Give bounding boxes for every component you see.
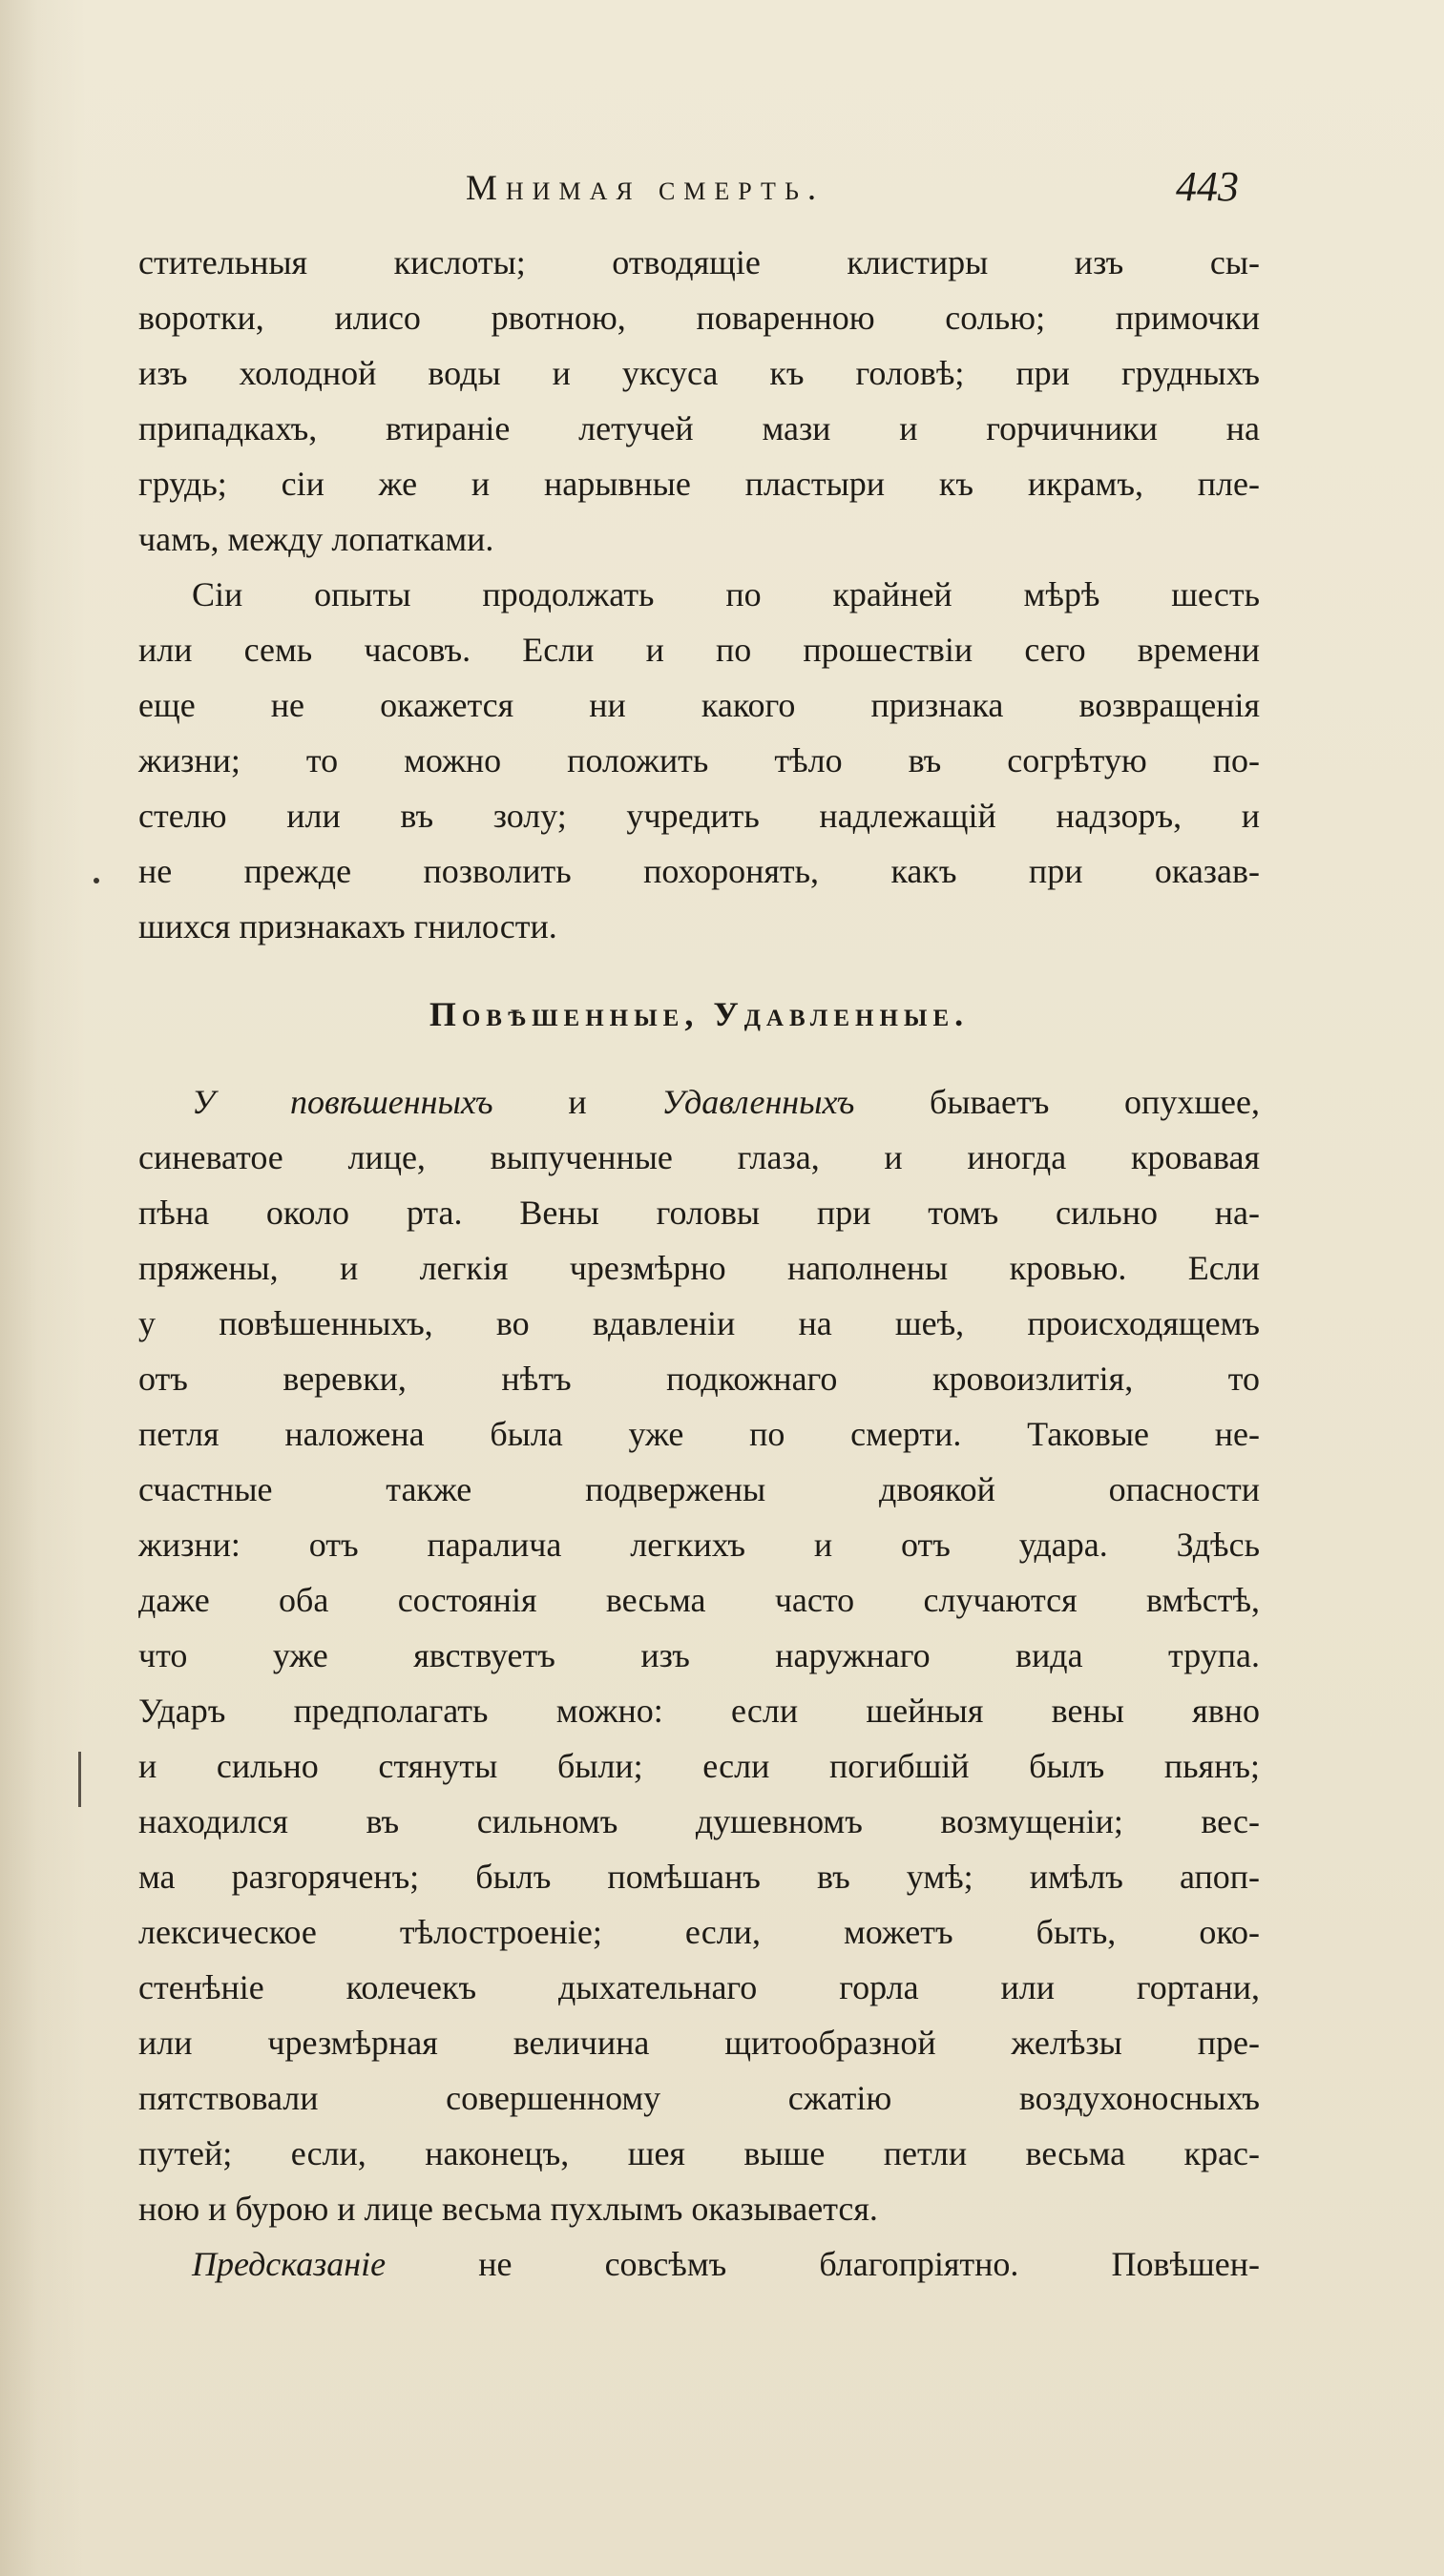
text-line: что уже явствуетъ изъ наружнаго вида трупа. [138,1636,1260,1674]
text-line: пѣна около рта. Вены головы при томъ сильно на- [138,1194,1260,1232]
paragraph-experiments [138,567,1260,954]
text-line: пряжены, и легкія чрезмѣрно наполнены кровью. Если [138,1249,1260,1287]
running-title: Мнимая смерть. [466,169,826,208]
text-line: грудь; сіи же и нарывные пластыри къ икрамъ, пле- [138,465,1260,503]
text-line: пятствовали совершенному сжатію воздухоносныхъ [138,2079,1260,2117]
paragraph-prognosis [138,2236,1260,2292]
text-line: жизни; то можно положить тѣло въ согрѣтую по- [138,741,1260,779]
text-line: Сіи опыты продолжать по крайней мѣрѣ шесть [192,575,1260,613]
line-rest: бываетъ опухшее, [930,1083,1260,1121]
text-line: синеватое лице, выпученные глаза, и иногда кровавая [138,1138,1260,1176]
text-line: путей; если, наконецъ, шея выше петли весьма крас- [138,2134,1260,2172]
text-line: у повѣшенныхъ, во вдавленіи на шеѣ, происходящемъ [138,1304,1260,1342]
conjunction: и [568,1083,587,1121]
text-line: ма разгоряченъ; былъ помѣшанъ въ умѣ; имѣлъ апоп- [138,1858,1260,1896]
text-line: стительныя кислоты; отводящіе клистиры изъ сы- [138,243,1260,281]
word-u: У [192,1083,216,1121]
line-rest: не совсѣмъ благопріятно. Повѣшен- [478,2245,1261,2283]
paragraph-continuation [138,235,1260,567]
section-heading: Повѣшенные, Удавленные. [429,995,970,1033]
term-strangled: Удавленныхъ [661,1083,855,1121]
text-line: или чрезмѣрная величина щитообразной желѣзы пре- [138,2024,1260,2062]
text-line: ною и бурою и лице весьма пухлымъ оказывается. [138,2190,878,2228]
body-text [138,235,1260,2292]
running-head [0,162,1444,219]
text-line: отъ веревки, нѣтъ подкожнаго кровоизлитія, то [138,1360,1260,1398]
text-line: не прежде позволить похоронять, какъ при оказав- [138,852,1260,890]
text-line: стелю или въ золу; учредить надлежащій надзоръ, и [138,797,1260,835]
text-line: и сильно стянуты были; если погибшій былъ пьянъ; [138,1747,1260,1785]
text-line: стенѣніе колечекъ дыхательнаго горла или гортани, [138,1968,1260,2006]
paragraph-hanged [138,1074,1260,2236]
margin-dot-mark [94,878,99,883]
text-line: шихся признакахъ гнилости. [138,907,557,945]
text-line: воротки, илисо рвотною, поваренною солью; примочки [138,299,1260,337]
text-line: чамъ, между лопатками. [138,520,494,558]
text-line: счастные также подвержены двоякой опасности [138,1470,1260,1508]
text-line: Ударъ предполагать можно: если шейныя вены явно [138,1692,1260,1730]
text-line: изъ холодной воды и уксуса къ головѣ; при грудныхъ [138,354,1260,392]
text-line: петля наложена была уже по смерти. Таковые не- [138,1415,1260,1453]
term-hanged: повѣшенныхъ [289,1083,493,1121]
page-number: 443 [1176,163,1239,210]
text-line: или семь часовъ. Если и по прошествіи сего времени [138,631,1260,669]
text-line: лексическое тѣлостроеніе; если, можетъ быть, око- [138,1913,1260,1951]
term-prognosis: Предсказаніе [192,2245,387,2283]
margin-pencil-mark [78,1752,81,1807]
text-line: припадкахъ, втираніе летучей мази и горчичники на [138,409,1260,447]
text-line: еще не окажется ни какого признака возвращенія [138,686,1260,724]
text-line: находился въ сильномъ душевномъ возмущеніи; вес- [138,1802,1260,1840]
text-line [138,2236,1260,2292]
text-line-first [138,1074,1260,1130]
text-line: жизни: отъ паралича легкихъ и отъ удара. Здѣсь [138,1526,1260,1564]
text-line: даже оба состоянія весьма часто случаются вмѣстѣ, [138,1581,1260,1619]
